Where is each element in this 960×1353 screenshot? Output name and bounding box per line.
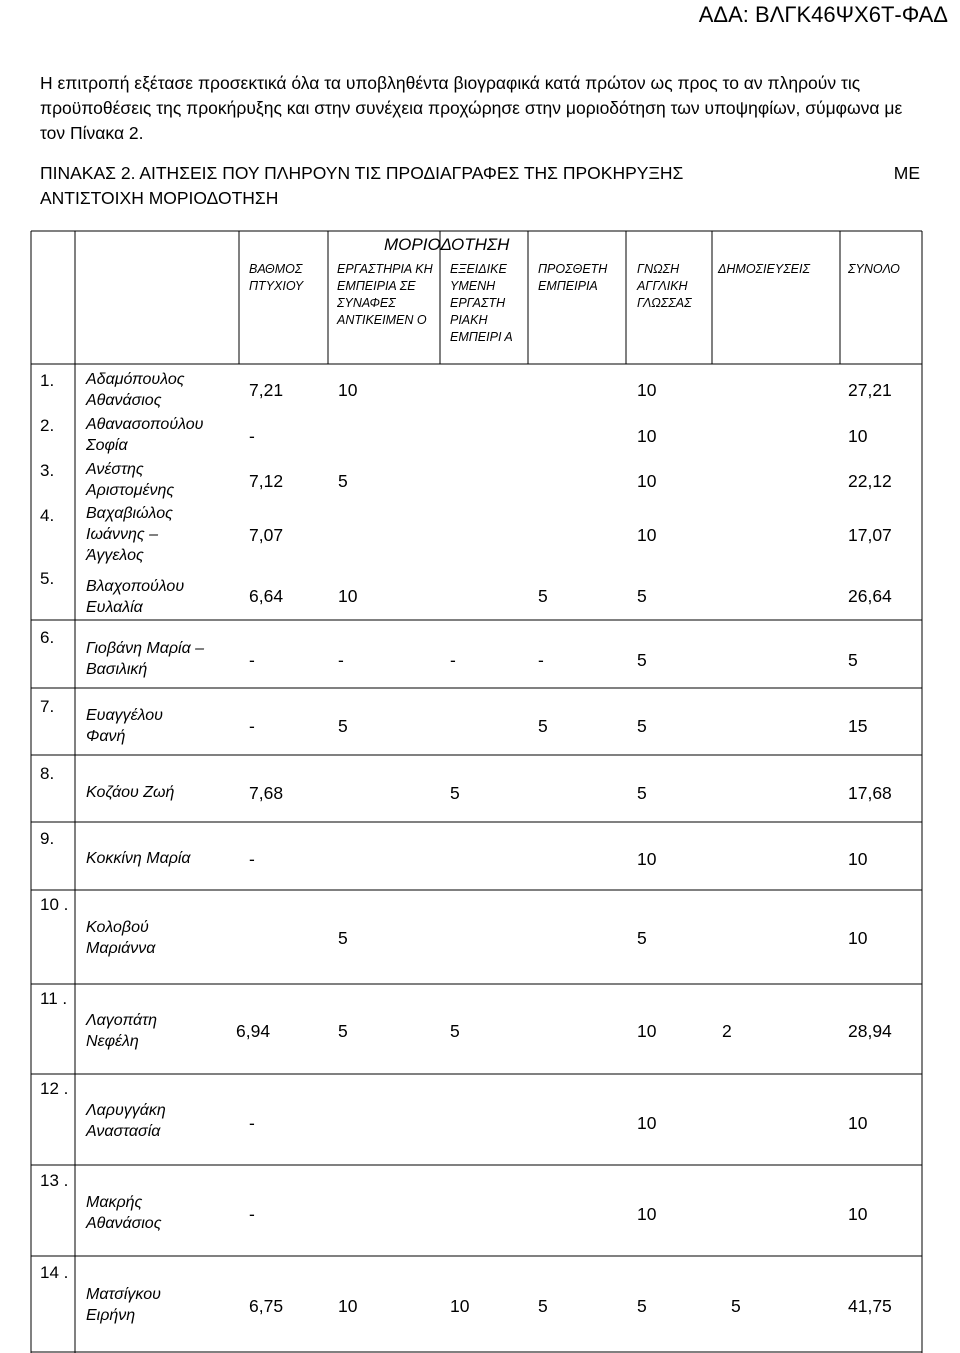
- candidate-name: Ευαγγέλου Φανή: [86, 707, 163, 745]
- candidate-name: Λαρυγγάκη Αναστασία: [86, 1102, 166, 1140]
- candidate-name: Ματσίγκου Ειρήνη: [86, 1286, 161, 1324]
- score-value: 15: [848, 716, 868, 736]
- score-value: 26,64: [848, 586, 892, 606]
- score-value: -: [450, 650, 456, 670]
- score-value: -: [249, 716, 255, 736]
- score-value: 10: [848, 928, 868, 948]
- header-ergastiriaki-empeiria: ΕΡΓΑΣΤΗΡΙΑ ΚΗ ΕΜΠΕΙΡΙΑ ΣΕ ΣΥΝΑΦΕΣ ΑΝΤΙΚΕΙΜΕΝ Ο: [337, 262, 433, 327]
- row-number: 7.: [40, 697, 55, 716]
- row-number: 1.: [40, 371, 55, 390]
- score-value: 10: [637, 1204, 657, 1224]
- score-value: 5: [338, 471, 348, 491]
- score-value: -: [249, 1204, 255, 1224]
- row-number: 11 .: [40, 989, 68, 1008]
- score-value: 5: [637, 783, 647, 803]
- header-synolo: ΣΥΝΟΛΟ: [848, 262, 900, 276]
- row-number: 4.: [40, 506, 55, 525]
- score-value: 22,12: [848, 471, 892, 491]
- score-value: 5: [338, 716, 348, 736]
- score-value: 41,75: [848, 1296, 892, 1316]
- intro-paragraph: Η επιτροπή εξέτασε προσεκτικά όλα τα υποβληθέντα βιογραφικά κατά πρώτον ως προς το αν πληρούν τις προϋποθέσεις της προκήρυξης και στην συνέχεια προχώρησε στην μοριοδότηση των υποψηφίων, σύμφωνα με τον Πίνακα 2.: [40, 73, 903, 143]
- candidate-name: Βαχαβιώλος Ιωάννης – Άγγελος: [86, 505, 173, 564]
- score-value: 10: [848, 1113, 868, 1133]
- table-title: [40, 161, 920, 211]
- score-value: 5: [731, 1296, 741, 1316]
- candidate-name: Ανέστης Αριστομένης: [86, 461, 175, 499]
- row-number: 14 .: [40, 1263, 69, 1282]
- score-value: 10: [637, 849, 657, 869]
- row-number: 2.: [40, 416, 55, 435]
- row-number: 8.: [40, 764, 55, 783]
- score-value: 5: [637, 650, 647, 670]
- candidate-name: Κοζάου Ζωή: [86, 784, 175, 801]
- row-number: 12 .: [40, 1079, 69, 1098]
- score-value: 10: [637, 525, 657, 545]
- header-prostheti-empeiria: ΠΡΟΣΘΕΤΗ ΕΜΠΕΙΡΙΑ: [538, 262, 608, 293]
- group-header-moriodotisi: ΜΟΡΙΟΔΟΤΗΣΗ: [384, 235, 510, 254]
- score-value: 5: [450, 783, 460, 803]
- row-number: 3.: [40, 461, 55, 480]
- row-number: 6.: [40, 628, 55, 647]
- score-value: 10: [338, 586, 358, 606]
- score-value: 5: [538, 716, 548, 736]
- candidate-name: Μακρής Αθανάσιος: [86, 1194, 162, 1232]
- score-value: 7,12: [249, 471, 284, 491]
- score-value: 27,21: [848, 380, 892, 400]
- candidate-name: Αδαμόπουλος Αθανάσιος: [86, 371, 185, 409]
- candidate-name: Αθανασοπούλου Σοφία: [86, 416, 204, 454]
- header-vathmos-ptyxiou: ΒΑΘΜΟΣ ΠΤΥΧΙΟΥ: [249, 262, 304, 293]
- candidate-name: Κολοβού Μαριάννα: [86, 919, 156, 957]
- score-value: 10: [637, 1021, 657, 1041]
- score-value: 6,75: [249, 1296, 284, 1316]
- score-value: 5: [848, 650, 858, 670]
- header-dimosieyseis: ΔΗΜΟΣΙΕΥΣΕΙΣ: [718, 262, 810, 276]
- score-value: 7,68: [249, 783, 284, 803]
- score-value: 2: [722, 1021, 732, 1041]
- score-value: 5: [538, 1296, 548, 1316]
- table-title-me: ΜΕ: [893, 163, 920, 183]
- score-value: -: [538, 650, 544, 670]
- score-value: 6,64: [249, 586, 284, 606]
- score-value: 17,68: [848, 783, 892, 803]
- row-number: 13 .: [40, 1171, 69, 1190]
- row-number: 9.: [40, 829, 55, 848]
- score-value: 10: [637, 1113, 657, 1133]
- score-value: 5: [637, 586, 647, 606]
- score-value: 5: [338, 1021, 348, 1041]
- ada-code: ΑΔΑ: ΒΛΓΚ46ΨΧ6Τ-ΦΑΔ: [698, 2, 948, 27]
- score-value: 10: [637, 471, 657, 491]
- score-value: 6,94: [236, 1021, 271, 1041]
- score-value: -: [249, 1113, 255, 1133]
- score-value: -: [249, 650, 255, 670]
- score-value: 5: [538, 586, 548, 606]
- score-value: 5: [637, 716, 647, 736]
- candidate-name: Βλαχοπούλου Ευλαλία: [86, 578, 185, 616]
- score-value: 5: [338, 928, 348, 948]
- candidate-name: Λαγοπάτη Νεφέλη: [86, 1012, 157, 1050]
- row-number: 5.: [40, 569, 55, 588]
- score-value: 10: [637, 426, 657, 446]
- score-value: -: [249, 426, 255, 446]
- header-gnosi-anglikis: ΓΝΩΣΗ ΑΓΓΛΙΚΗ ΓΛΩΣΣΑΣ: [637, 262, 692, 310]
- score-value: 17,07: [848, 525, 892, 545]
- header-exeidikevmeni-empeiria: ΕΞΕΙΔΙΚΕ ΥΜΕΝΗ ΕΡΓΑΣΤΗ ΡΙΑΚΗ ΕΜΠΕΙΡΙ Α: [450, 262, 513, 344]
- score-value: 10: [637, 380, 657, 400]
- candidate-name: Κοκκίνη Μαρία: [86, 850, 191, 867]
- score-value: 10: [848, 1204, 868, 1224]
- score-value: 10: [450, 1296, 470, 1316]
- score-value: 7,07: [249, 525, 284, 545]
- score-value: 7,21: [249, 380, 284, 400]
- score-value: 5: [450, 1021, 460, 1041]
- score-value: 10: [848, 849, 868, 869]
- candidate-name: Γιοβάνη Μαρία – Βασιλική: [86, 640, 205, 678]
- row-number: 10 .: [40, 895, 69, 914]
- score-value: -: [338, 650, 344, 670]
- score-value: 5: [637, 928, 647, 948]
- score-value: -: [249, 849, 255, 869]
- score-value: 10: [848, 426, 868, 446]
- table-title-line2: ΑΝΤΙΣΤΟΙΧΗ ΜΟΡΙΟΔΟΤΗΣΗ: [40, 188, 279, 208]
- score-value: 10: [338, 1296, 358, 1316]
- score-value: 10: [338, 380, 358, 400]
- score-value: 5: [637, 1296, 647, 1316]
- score-value: 28,94: [848, 1021, 892, 1041]
- table-title-line1: ΠΙΝΑΚΑΣ 2. ΑΙΤΗΣΕΙΣ ΠΟΥ ΠΛΗΡΟΥΝ ΤΙΣ ΠΡΟΔΙΑΓΡΑΦΕΣ ΤΗΣ ΠΡΟΚΗΡΥΞΗΣ: [40, 163, 684, 183]
